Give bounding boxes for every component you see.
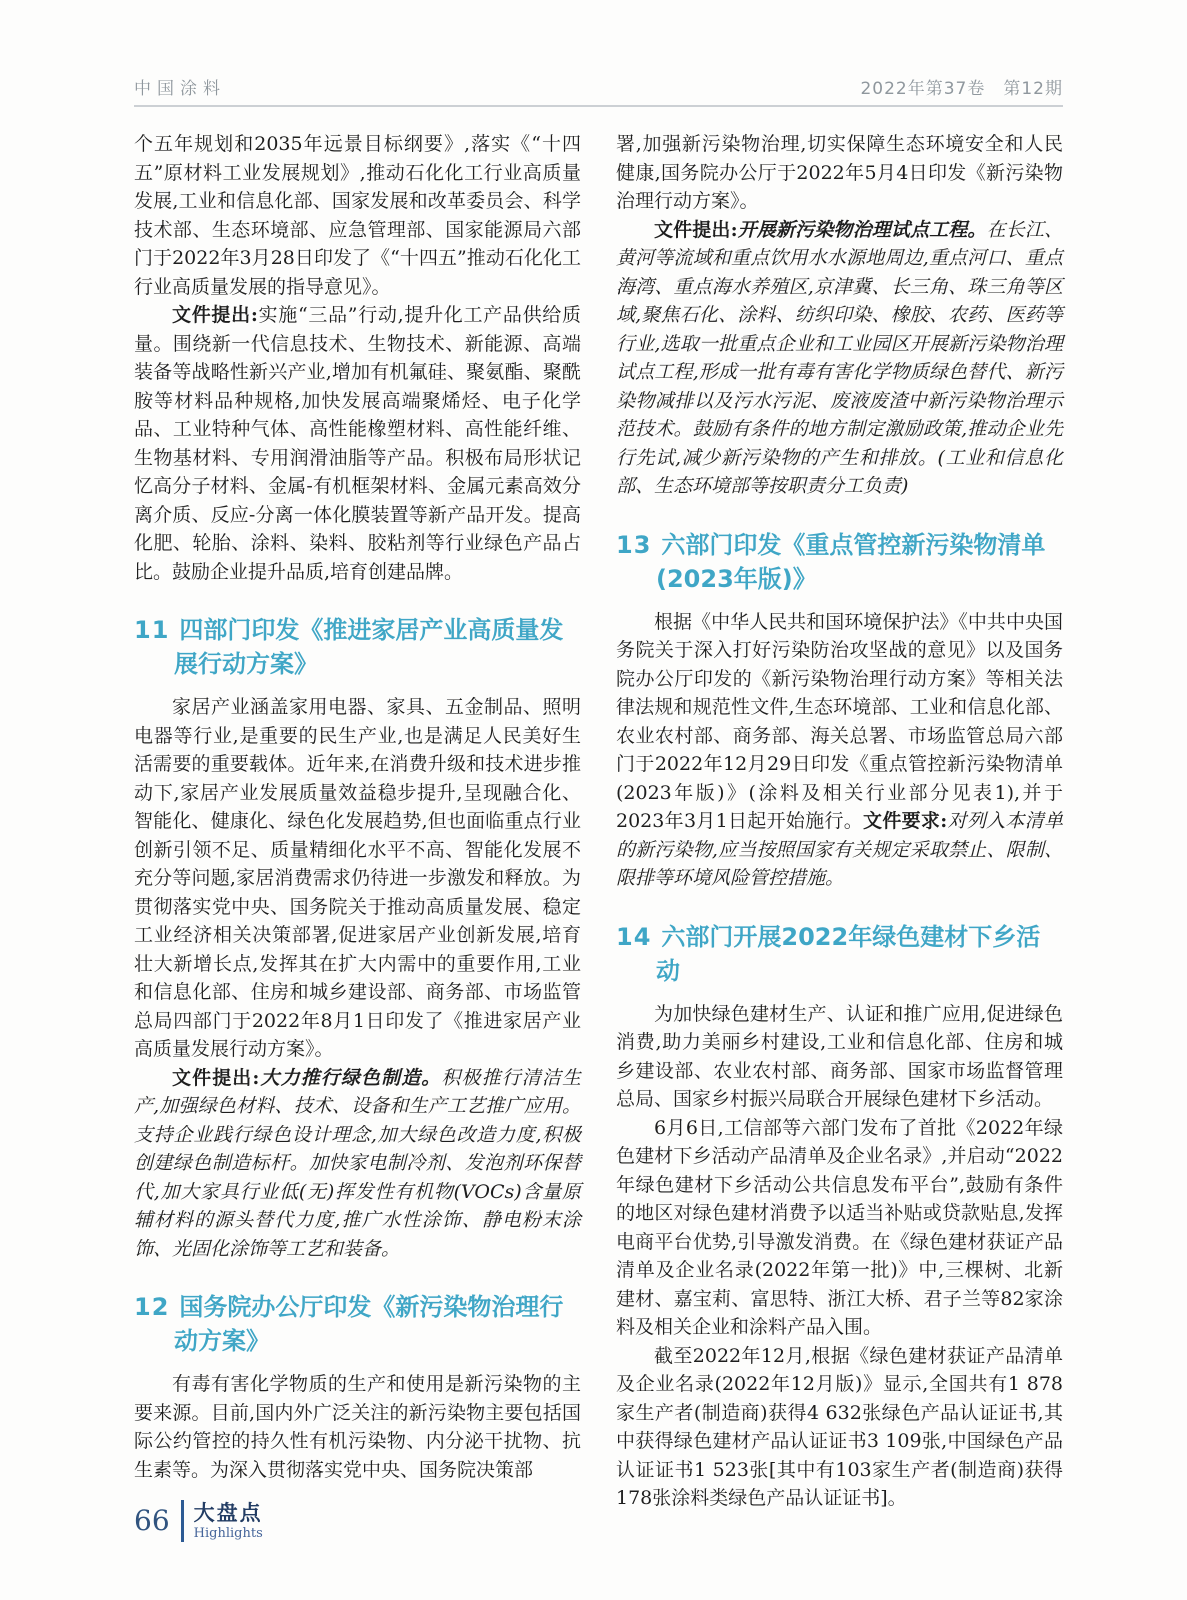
paragraph-continuation: 署,加强新污染物治理,切实保障生态环境安全和人民健康,国务院办公厅于2022年5月4日印发《新污染物治理行动方案》。 <box>616 133 1063 212</box>
paragraph-sec11-body: 家居产业涵盖家用电器、家具、五金制品、照明电器等行业,是重要的民生产业,也是满足人民美好生活需要的重要载体。近年来,在消费升级和技术进步推动下,家居产业发展质量效益稳步提升,呈现融合化、智能化、健康化、绿色化发展趋势,但也面临重点行业创新引领不足、质量精细化水平不高、智能化发展不充分等问题,家居消费需求仍待进一步激发和释放。为贯彻落实党中央、国务院关于推动高质量发展、稳定工业经济相关决策部署,促进家居产业创新发展,培育壮大新增长点,发挥其在扩大内需中的重要作用,工业和信息化部、住房和城乡建设部、商务部、市场监管总局四部门于2022年8月1日印发了《推进家居产业高质量发展行动方案》。 <box>134 696 581 1060</box>
paragraph-sec14-body-3: 截至2022年12月,根据《绿色建材获证产品清单及企业名录(2022年12月版)》显示,全国共有1 878家生产者(制造商)获得4 632张绿色产品认证证书,其中获得绿色建材产品认证证书3 109张,中国绿色产品认证证书1 523张[其中有103家生产者(制造商)获得178张涂料类绿色产品认证证书]。 <box>616 1344 1063 1509</box>
doc-note-text: 在长江、黄河等流域和重点饮用水水源地周边,重点河口、重点海湾、重点海水养殖区,京津冀、长三角、珠三角等区域,聚焦石化、涂料、纺织印染、橡胶、农药、医药等行业,选取一批重点企业和工业园区开展新污染物治理试点工程,形成一批有毒有害化学物质绿色替代、新污染物减排以及污水污泥、废液废渣中新污染物治理示范技术。鼓励有条件的地方制定激励政策,推动企业先行先试,减少新污染物的产生和排放。(工业和信息化部、生态环境部等按职责分工负责) <box>616 218 1063 497</box>
doc-requirement-lead: 文件要求: <box>863 810 948 832</box>
page-content <box>134 130 1063 1513</box>
section-number: 11 <box>134 616 170 644</box>
doc-note-emphasis: 大力推行绿色制造。 <box>259 1066 442 1089</box>
section-title: 四部门印发《推进家居产业高质量发展行动方案》 <box>174 616 564 678</box>
section-title: 国务院办公厅印发《新污染物治理行动方案》 <box>174 1293 564 1355</box>
doc-note-lead: 文件提出: <box>654 218 738 241</box>
section-number: 14 <box>616 922 652 951</box>
issue-info: 2022年第37卷 第12期 <box>860 79 1063 99</box>
page-number: 66 <box>134 1504 170 1537</box>
paragraph-sec14-body-2: 6月6日,工信部等六部门发布了首批《2022年绿色建材下乡活动产品清单及企业名录》,并启动“2022年绿色建材下乡活动公共信息发布平台”,鼓励有条件的地区对绿色建材消费予以适当补贴或贷款贴息,发挥电商平台优势,引导激发消费。在《绿色建材获证产品清单及企业名录(2022年第一批)》中,三棵树、北新建材、嘉宝莉、富思特、浙江大桥、君子兰等82家涂料及相关企业和涂料产品入围。 <box>616 1116 1063 1338</box>
section-heading-14 <box>616 920 1063 988</box>
section-heading-12 <box>134 1290 581 1358</box>
doc-note-text: 实施“三品”行动,提升化工产品供给质量。围绕新一代信息技术、生物技术、新能源、高端装备等战略性新兴产业,增加有机氟硅、聚氨酯、聚酰胺等材料品种规格,加快发展高端聚烯烃、电子化学品、工业特种气体、高性能橡塑材料、高性能纤维、生物基材料、专用润滑油脂等产品。积极布局形状记忆高分子材料、金属-有机框架材料、金属元素高效分离介质、反应-分离一体化膜装置等新产品开发。提高化肥、轮胎、涂料、染料、胶粘剂等行业绿色产品占比。鼓励企业提升品质,培育创建品牌。 <box>134 304 582 583</box>
section-number: 13 <box>616 530 652 559</box>
paragraph-doc-note-12 <box>616 216 1063 501</box>
paragraph-sec12-body: 有毒有害化学物质的生产和使用是新污染物的主要来源。目前,国内外广泛关注的新污染物主要包括国际公约管控的持久性有机污染物、内分泌干扰物、抗生素等。为深入贯彻落实党中央、国务院决策部 <box>134 1373 581 1481</box>
footer-divider-bar <box>181 1500 184 1542</box>
sec13-body-text: 根据《中华人民共和国环境保护法》《中共中央国务院关于深入打好污染防治攻坚战的意见》以及国务院办公厅印发的《新污染物治理行动方案》等相关法律法规和规范性文件,生态环境部、工业和信息化部、农业农村部、商务部、海关总署、市场监管总局六部门于2022年12月29日印发《重点管控新污染物清单(2023年版)》(涂料及相关行业部分见表1),并于2023年3月1日起开始施行。 <box>616 610 1063 832</box>
paragraph-sec13-body <box>616 608 1063 893</box>
footer-section-en: Highlights <box>193 1526 263 1541</box>
paragraph-doc-note-11 <box>134 1064 581 1264</box>
right-column <box>616 130 1063 1513</box>
paragraph-continuation: 个五年规划和2035年远景目标纲要》,落实《“十四五”原材料工业发展规划》,推动石化化工行业高质量发展,工业和信息化部、国家发展和改革委员会、科学技术部、生态环境部、应急管理部、国家能源局六部门于2022年3月28日印发了《“十四五”推动石化化工行业高质量发展的指导意见》。 <box>134 133 581 298</box>
doc-note-emphasis: 开展新污染物治理试点工程。 <box>737 218 987 241</box>
doc-note-lead: 文件提出: <box>172 304 258 326</box>
running-head <box>134 74 1063 107</box>
doc-requirement-text: 对列入本清单的新污染物,应当按照国家有关规定采取禁止、限制、限排等环境风险管控措施。 <box>616 810 1063 889</box>
left-column <box>134 130 581 1513</box>
footer-section-label <box>194 1501 263 1541</box>
section-title: 六部门开展2022年绿色建材下乡活动 <box>656 922 1041 985</box>
section-heading-13 <box>616 528 1063 596</box>
section-title: 六部门印发《重点管控新污染物清单(2023年版)》 <box>656 530 1046 593</box>
page-footer <box>134 1500 263 1542</box>
paragraph-doc-note-10 <box>134 301 581 586</box>
paragraph-sec14-body-1: 为加快绿色建材生产、认证和推广应用,促进绿色消费,助力美丽乡村建设,工业和信息化部、住房和城乡建设部、农业农村部、商务部、国家市场监督管理总局、国家乡村振兴局联合开展绿色建材下乡活动。 <box>616 1002 1063 1110</box>
footer-section-cn: 大盘点 <box>193 1501 263 1525</box>
section-heading-11 <box>134 613 581 681</box>
journal-name: 中国涂料 <box>134 79 226 99</box>
section-number: 12 <box>134 1293 170 1321</box>
doc-note-text: 积极推行清洁生产,加强绿色材料、技术、设备和生产工艺推广应用。支持企业践行绿色设计理念,加大绿色改造力度,积极创建绿色制造标杆。加快家电制冷剂、发泡剂环保替代,加大家具行业低(无)挥发性有机物(VOCs)含量原辅材料的源头替代力度,推广水性涂饰、静电粉末涂饰、光固化涂饰等工艺和装备。 <box>134 1066 581 1260</box>
doc-note-lead: 文件提出: <box>172 1066 260 1089</box>
